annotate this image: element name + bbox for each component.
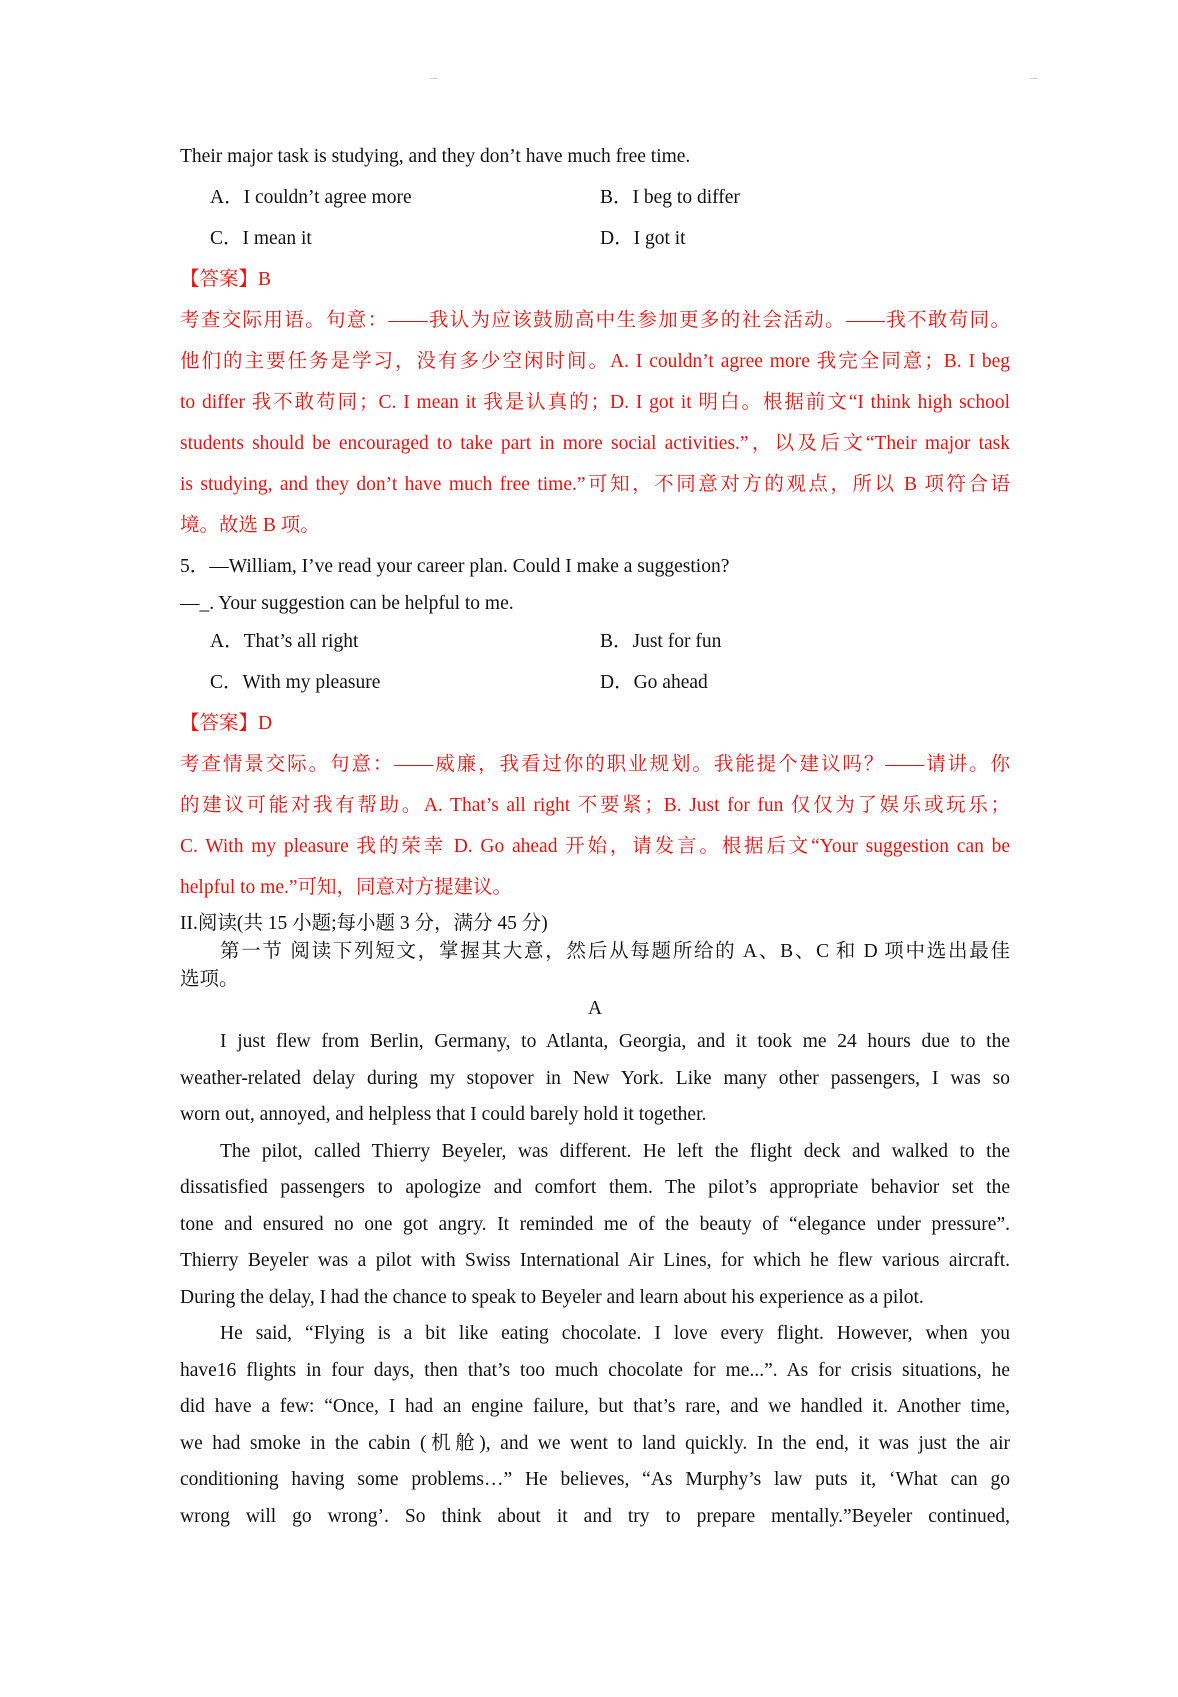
q4-option-c: C．I mean it (210, 228, 312, 249)
q5-answer-value: D (258, 713, 273, 734)
q5-reply: —_. Your suggestion can be helpful to me. (180, 593, 514, 614)
reading-section-heading: II.阅读(共 15 小题;每小题 3 分，满分 45 分) (180, 913, 548, 934)
passage-line: did have a few: “Once, I had an engine failure, but that’s rare, and we handled it. Another time, (180, 1396, 1010, 1417)
q4-options-row-2 (180, 218, 1010, 259)
passage-line: have16 flights in four days, then that’s too much chocolate for me...”. As for crisis situations, he (180, 1359, 1010, 1381)
q5-answer (180, 703, 1010, 744)
scan-artifact (1030, 78, 1038, 79)
q4-explanation (180, 300, 1010, 546)
q5-explanation-line: 的建议可能对我有帮助。A. That’s all right 不要紧；B. Just for fun 仅仅为了娱乐或玩乐； (180, 795, 1010, 816)
passage-line: conditioning having some problems…” He believes, “As Murphy’s law puts it, ‘What can go (180, 1469, 1010, 1490)
q5-explanation-line: 考查情景交际。句意：——威廉，我看过你的职业规划。我能提个建议吗？——请讲。你 (180, 754, 1010, 775)
q5-options-row-1 (180, 621, 1010, 662)
q4-explanation-line: to differ 我不敢苟同；C. I mean it 我是认真的；D. I got it 明白。根据前文“I think high school (180, 392, 1010, 413)
passage-paragraph-1 (180, 1024, 1010, 1134)
passage-line: Thierry Beyeler was a pilot with Swiss International Air Lines, for which he flew various aircraft. (180, 1250, 1010, 1271)
passage-line: The pilot, called Thierry Beyeler, was different. He left the flight deck and walked to the (220, 1140, 1010, 1162)
q4-option-d: D．I got it (600, 228, 686, 249)
q4-answer-label: 【答案】 (180, 269, 259, 290)
passage-label: A (587, 998, 603, 1019)
q5-option-c: C．With my pleasure (210, 672, 381, 693)
passage-line: During the delay, I had the chance to speak to Beyeler and learn about his experience as a pilot. (180, 1286, 924, 1308)
q4-explanation-line: is studying, and they don’t have much free time.”可知，不同意对方的观点，所以 B 项符合语 (180, 474, 1010, 495)
q5-option-b: B．Just for fun (600, 631, 722, 652)
q4-answer-value: B (258, 269, 272, 290)
passage-line: He said, “Flying is a bit like eating chocolate. I love every flight. However, when you (220, 1323, 1010, 1344)
q5-explanation-line: C. With my pleasure 我的荣幸 D. Go ahead 开始，请发言。根据后文“Your suggestion can be (180, 836, 1010, 857)
passage-line: we had smoke in the cabin (机舱), and we went to land quickly. In the end, it was just the air (180, 1432, 1010, 1454)
page-content (180, 140, 1010, 1535)
reading-instruction-cont: 选项。 (180, 969, 239, 990)
q4-question-tail: Their major task is studying, and they don’t have much free time. (180, 146, 691, 167)
q4-explanation-line: 考查交际用语。句意：——我认为应该鼓励高中生参加更多的社会活动。——我不敢苟同。 (180, 310, 1010, 331)
scan-artifact (430, 78, 438, 79)
passage-line: wrong will go wrong’. So think about it and try to prepare mentally.”Beyeler continued, (180, 1505, 1010, 1527)
q5-explanation (180, 744, 1010, 908)
q4-answer (180, 259, 1010, 300)
q4-explanation-line: 他们的主要任务是学习，没有多少空闲时间。A. I couldn’t agree more 我完全同意；B. I beg (180, 351, 1010, 372)
passage-paragraph-2 (180, 1134, 1010, 1317)
passage-line: weather-related delay during my stopover in New York. Like many other passengers, I was so (180, 1067, 1010, 1089)
q4-option-a: A．I couldn’t agree more (210, 187, 412, 208)
q4-options-row-1 (180, 177, 1010, 218)
q5-options-row-2 (180, 662, 1010, 703)
q5-answer-label: 【答案】 (180, 713, 259, 734)
q5-explanation-line: helpful to me.”可知，同意对方提建议。 (180, 877, 513, 898)
reading-instruction: 第一节 阅读下列短文，掌握其大意，然后从每题所给的 A、B、C 和 D 项中选出最佳 (220, 941, 1010, 962)
passage-line: I just flew from Berlin, Germany, to Atlanta, Georgia, and it took me 24 hours due to the (220, 1031, 1010, 1052)
q4-explanation-line: 境。故选 B 项。 (180, 515, 320, 536)
q5-option-d: D．Go ahead (600, 672, 708, 693)
passage-line: dissatisfied passengers to apologize and comfort them. The pilot’s appropriate behavior set the (180, 1177, 1010, 1198)
passage-line: tone and ensured no one got angry. It reminded me of the beauty of “elegance under pressure”. (180, 1213, 1010, 1235)
q5-option-a: A．That’s all right (210, 631, 359, 652)
q4-option-b: B．I beg to differ (600, 187, 740, 208)
passage-line: worn out, annoyed, and helpless that I could barely hold it together. (180, 1104, 707, 1125)
q5-question: 5．—William, I’ve read your career plan. Could I make a suggestion? (180, 556, 730, 577)
q4-explanation-line: students should be encouraged to take part in more social activities.”，以及后文“Their major task (180, 433, 1010, 454)
passage-paragraph-3 (180, 1316, 1010, 1535)
